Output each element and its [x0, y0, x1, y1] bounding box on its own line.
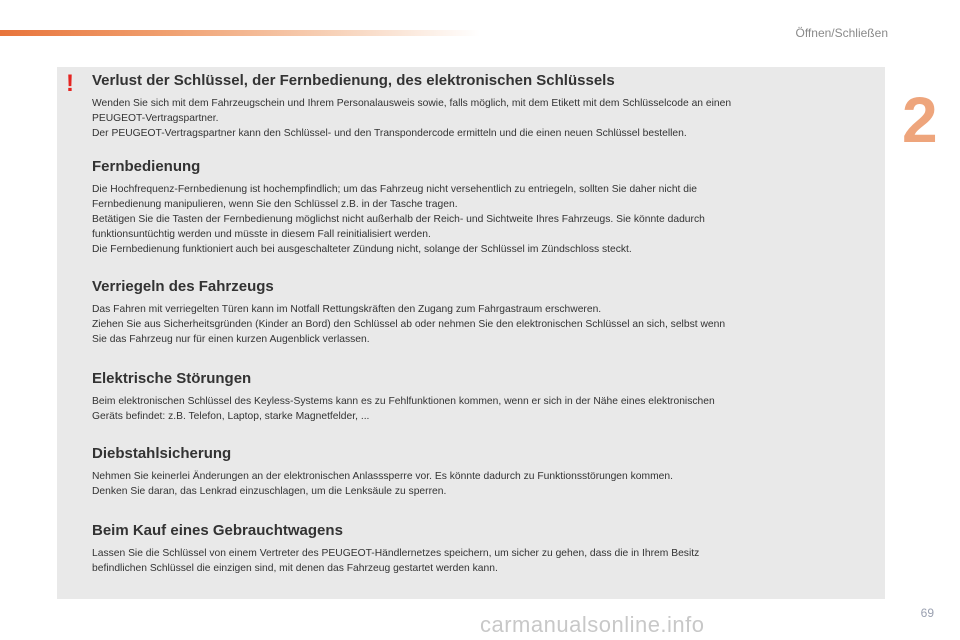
- text-line: Sie das Fahrzeug nur für einen kurzen Augenblick verlassen.: [92, 334, 370, 345]
- warning-title: Verlust der Schlüssel, der Fernbedienung, des elektronischen Schlüssels: [92, 72, 615, 89]
- text-line: Ziehen Sie aus Sicherheitsgründen (Kinder an Bord) den Schlüssel ab oder nehmen Sie den elektronischen Schlüssel an sich, selbst wenn: [92, 319, 726, 330]
- header-accent-bar: [0, 30, 480, 36]
- text-line: Fernbedienung manipulieren, wenn Sie den Schlüssel z.B. in der Tasche tragen.: [92, 199, 458, 210]
- text-line: Die Hochfrequenz-Fernbedienung ist hochempfindlich; um das Fahrzeug nicht versehentlich zu entriegeln, sollten Sie daher nicht die: [92, 184, 698, 195]
- page-number: 69: [920, 606, 934, 620]
- exclamation-icon: !: [66, 70, 74, 97]
- section-gebrauchtwagen: [92, 522, 867, 576]
- section-elektrische-stoerungen: [92, 370, 867, 424]
- section-text: [92, 394, 867, 424]
- warning-text: [92, 96, 867, 141]
- text-line: Betätigen Sie die Tasten der Fernbedienung möglichst nicht außerhalb der Reich- und Sichtweite Ihres Fahrzeugs. Sie könnte dadurch: [92, 214, 705, 225]
- section-verriegeln: [92, 278, 867, 347]
- section-heading: Diebstahlsicherung: [92, 445, 232, 462]
- text-line: Lassen Sie die Schlüssel von einem Vertreter des PEUGEOT-Händlernetzes speichern, um sicher zu gehen, dass die in Ihrem Besitz: [92, 548, 700, 559]
- section-text: [92, 182, 867, 257]
- text-line: Geräts befindet: z.B. Telefon, Laptop, starke Magnetfelder, ...: [92, 411, 370, 422]
- text-line: funktionsuntüchtig werden und müsste in diesem Fall reinitialisiert werden.: [92, 229, 431, 240]
- text-line: Der PEUGEOT-Vertragspartner kann den Schlüssel- und den Transpondercode ermitteln und die einen neuen Schlüssel bestellen.: [92, 128, 687, 139]
- warning-block: [92, 72, 867, 141]
- text-line: PEUGEOT-Vertragspartner.: [92, 113, 219, 124]
- section-heading: Beim Kauf eines Gebrauchtwagens: [92, 522, 343, 539]
- text-line: Wenden Sie sich mit dem Fahrzeugschein und Ihrem Personalausweis sowie, falls möglich, mit dem Etikett mit dem Schlüsselcode an einen: [92, 98, 732, 109]
- section-text: [92, 302, 867, 347]
- section-text: [92, 469, 867, 499]
- section-diebstahlsicherung: [92, 445, 867, 499]
- section-fernbedienung: [92, 158, 867, 257]
- section-heading: Verriegeln des Fahrzeugs: [92, 278, 274, 295]
- chapter-number: 2: [902, 84, 938, 156]
- watermark: carmanualsonline.info: [480, 612, 705, 637]
- text-line: Beim elektronischen Schlüssel des Keyless-Systems kann es zu Fehlfunktionen kommen, wenn er sich in der Nähe eines elektronischen: [92, 396, 715, 407]
- text-line: befindlichen Schlüssel die einzigen sind, mit denen das Fahrzeug gestartet werden kann.: [92, 563, 498, 574]
- section-title: Öffnen/Schließen: [795, 26, 888, 40]
- text-line: Das Fahren mit verriegelten Türen kann im Notfall Rettungskräften den Zugang zum Fahrgastraum erschweren.: [92, 304, 602, 315]
- text-line: Denken Sie daran, das Lenkrad einzuschlagen, um die Lenksäule zu sperren.: [92, 486, 447, 497]
- text-line: Nehmen Sie keinerlei Änderungen an der elektronischen Anlasssperre vor. Es könnte dadurch zu Funktionsstörungen kommen.: [92, 471, 673, 482]
- text-line: Die Fernbedienung funktioniert auch bei ausgeschalteter Zündung nicht, solange der Schlüssel im Zündschloss steckt.: [92, 244, 632, 255]
- section-text: [92, 546, 867, 576]
- section-heading: Fernbedienung: [92, 158, 201, 175]
- section-heading: Elektrische Störungen: [92, 370, 252, 387]
